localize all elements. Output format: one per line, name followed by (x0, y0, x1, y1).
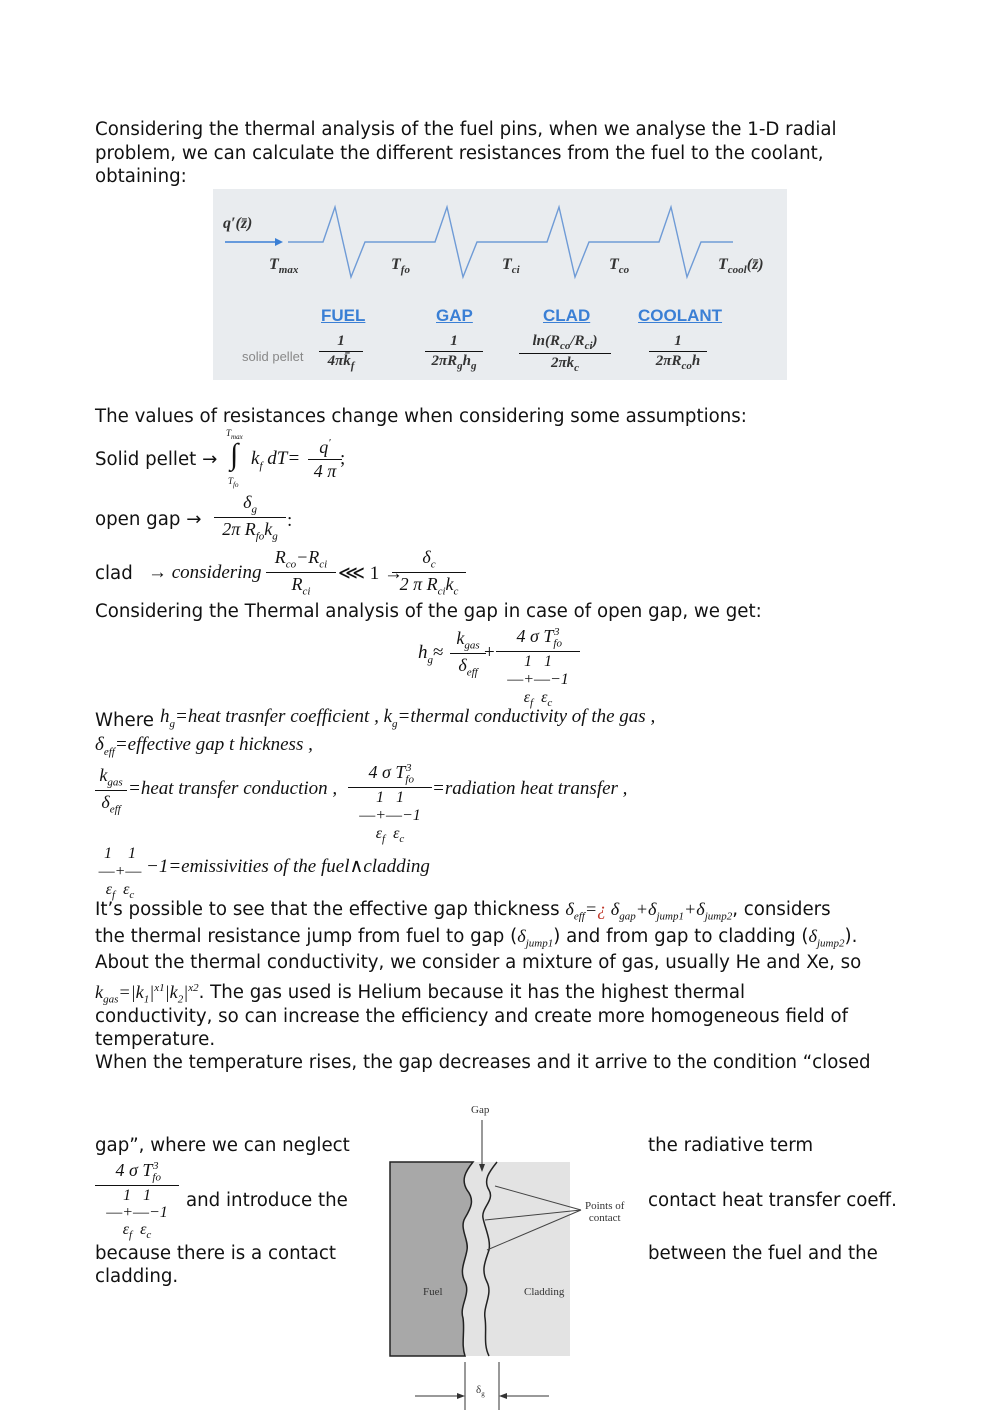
def-delta-eff: $\delta_{eff}=effective$ gap t hickness , (95, 734, 313, 758)
points-of-contact-label: Points of contact (585, 1200, 625, 1224)
integrand: $k_f$ dT= (251, 448, 301, 472)
closed-line-5: cladding. (95, 1266, 179, 1287)
def-radiation: =radiation heat transfer , (432, 778, 628, 799)
plus-sign: + (484, 642, 495, 663)
delta-left-head (457, 1393, 465, 1399)
conductivity-line-2: $k_{gas}=|k_1|^{x1}|k_2|^{x2}$. The gas used is Helium because it has the highest thermal (95, 982, 746, 1006)
much-less-than: ⋘ 1 → (338, 563, 404, 584)
formula-gap: 1 $2\pi R_gh_g$ (425, 333, 483, 372)
zone-fuel: FUEL (321, 306, 366, 325)
gap-contact-figure (385, 1100, 635, 1410)
radiation-fraction: 4 σ $T_{fo}^3$ 1 1 ―+―−1 $\varepsilon_f$ $\varepsilon_c$ (496, 626, 580, 712)
zone-coolant: COOLANT (638, 306, 723, 325)
semicolon: ; (340, 448, 346, 469)
radiative-term-fraction: 4 σ $T_{fo}^3$ 1 1 ―+―−1 $\varepsilon_f$ $\varepsilon_c$ (95, 1160, 179, 1244)
temp-ci: $T_{ci}$ (502, 256, 520, 277)
emissivity-sum: 1 1 ―+― $\varepsilon_f$ $\varepsilon_c$ (98, 845, 142, 902)
open-gap-formula: $\delta_g$ 2π $R_{fo}k_g$ (214, 492, 286, 542)
delta-label: $\delta_g$ (476, 1384, 485, 1399)
def-emissivity: −1=emissivities of the fuel∧cladding (146, 856, 430, 877)
assumptions-text: The values of resistances change when considering some assumptions: (95, 406, 747, 427)
intro-line-1: Considering the thermal analysis of the fuel pins, when we analyse the 1-D radial (95, 119, 837, 140)
def-conduction: =heat transfer conduction , (128, 778, 338, 799)
cladding-label: Cladding (524, 1286, 565, 1298)
closed-line-4b: between the fuel and the (648, 1243, 878, 1264)
temp-fo: $T_{fo}$ (391, 256, 410, 277)
closed-line-4a: because there is a contact (95, 1243, 337, 1264)
effective-line-2: the thermal resistance jump from fuel to gap $(\delta_{jump1})$ and from gap to cladding $(\delta_{jump2})$. (95, 926, 858, 950)
integral-lower: $T_{fo}$ (228, 476, 239, 489)
formula-clad: $\ln(R_{co}/R_{ci})$ $2\pi k_c$ (519, 333, 611, 374)
closed-line-3a: and introduce the (186, 1190, 348, 1211)
closed-line-3b: contact heat transfer coeff. (648, 1190, 897, 1211)
conductivity-line-1: About the thermal conductivity, we consider a mixture of gas, usually He and Xe, so (95, 952, 862, 973)
clad-label: clad (95, 563, 133, 584)
resistance-figure (213, 189, 787, 380)
integral-sign: ∫ (230, 438, 239, 471)
hg-symbol: $h_g\approx$ (418, 642, 444, 666)
closed-line-1: When the temperature rises, the gap decreases and it arrive to the condition “closed (95, 1052, 871, 1073)
temp-cool: $T_{cool}(z̄)$ (718, 256, 764, 277)
q-over-4pi: q′ 4 π (308, 437, 342, 482)
closed-line-2a: gap”, where we can neglect (95, 1135, 350, 1156)
def-kgas-fraction: $k_{gas}$ $\delta_{eff}$ (95, 765, 127, 815)
kgas-over-delta: $k_{gas}$ $\delta_{eff}$ (450, 628, 486, 678)
gap-contact-diagram (385, 1100, 635, 1410)
closed-line-2b: the radiative term (648, 1135, 814, 1156)
conductivity-line-4: temperature. (95, 1029, 216, 1050)
integral-upper: $T_{max}$ (226, 428, 243, 441)
clad-formula: $\delta_c$ 2 π $R_{ci}k_c$ (392, 547, 466, 597)
def-radiation-fraction: 4 σ $T_{fo}^3$ 1 1 ―+―−1 $\varepsilon_f$ $\varepsilon_c$ (348, 762, 432, 848)
temp-co: $T_{co}$ (609, 256, 630, 277)
open-gap-colon: : (287, 510, 293, 531)
fuel-label: Fuel (423, 1286, 443, 1298)
formula-fuel: 1 $4\pi k̄_f$ (319, 333, 363, 372)
gap-label: Gap (471, 1104, 490, 1116)
open-gap-label: open gap → (95, 509, 202, 530)
considering-text: → considering (148, 562, 262, 583)
delta-right-head (499, 1393, 507, 1399)
effective-line-1: It’s possible to see that the effective gap thickness $\delta_{eff}=¿$ $\delta_{gap}+\delta_{jump1}+\delta_{jump2}$, considers (95, 899, 831, 923)
thermal-gap-text: Considering the Thermal analysis of the gap in case of open gap, we get: (95, 601, 762, 622)
formula-coolant: 1 $2\pi R_{co}h$ (649, 333, 707, 372)
clad-ratio: $R_{co}-R_{ci}$ $R_{ci}$ (266, 547, 336, 597)
temp-max: $T_{max}$ (269, 256, 299, 277)
solid-pellet-label: Solid pellet → (95, 449, 218, 470)
intro-line-3: obtaining: (95, 166, 187, 187)
zone-gap: GAP (436, 306, 473, 325)
fuel-region (390, 1162, 473, 1356)
intro-line-2: problem, we can calculate the different resistances from the fuel to the coolant, (95, 143, 824, 164)
zone-clad: CLAD (543, 306, 591, 325)
def-hg: $h_g=heat$ trasnfer coefficient , $k_g=thermal$ conductivity of the gas , (160, 706, 656, 730)
conductivity-line-3: conductivity, so can increase the efficiency and create more homogeneous field of (95, 1006, 848, 1027)
where-label: Where (95, 710, 154, 731)
pellet-label: solid pellet (242, 349, 304, 364)
q-label: q′(z̄) (223, 215, 253, 232)
